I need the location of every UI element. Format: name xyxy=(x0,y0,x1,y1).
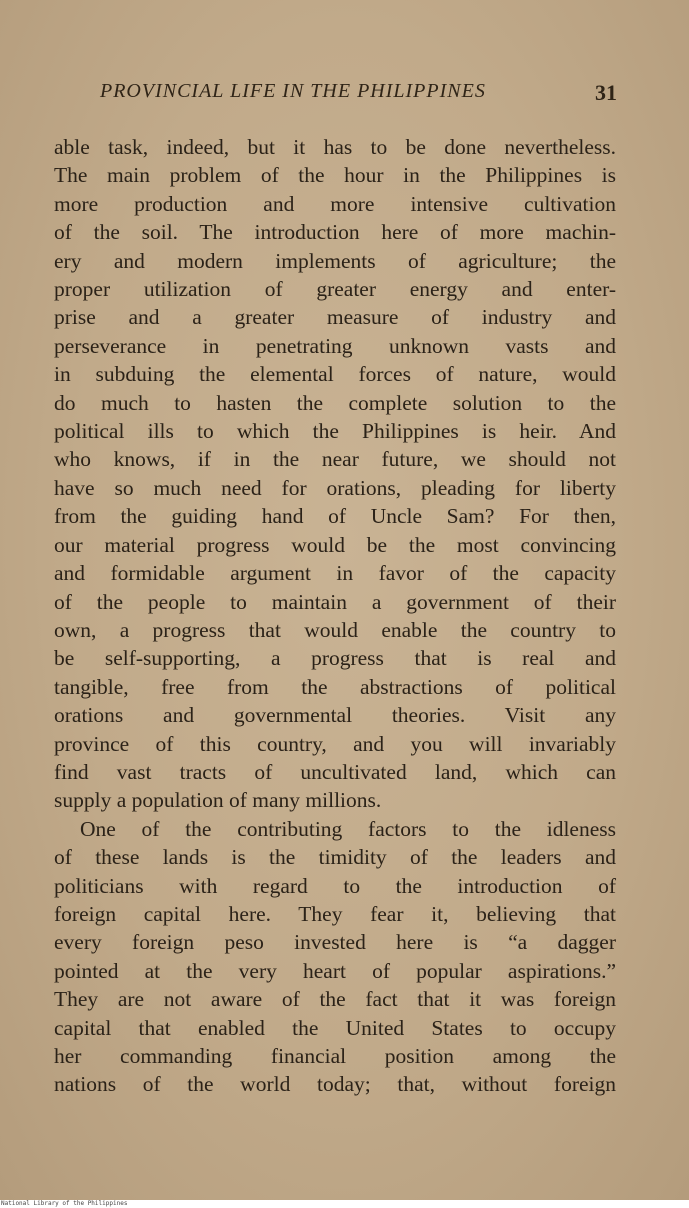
library-credit: National Library of the Philippines xyxy=(1,1200,128,1207)
text-line: ery and modern implements of agriculture; the xyxy=(54,248,616,273)
text-line: capital that enabled the United States to occupy xyxy=(54,1015,616,1040)
text-line: our material progress would be the most convincing xyxy=(54,532,616,557)
running-head xyxy=(100,80,620,110)
text-line: tangible, free from the abstractions of political xyxy=(54,674,616,699)
text-line: find vast tracts of uncultivated land, which can xyxy=(54,759,616,784)
text-line: proper utilization of greater energy and enter- xyxy=(54,277,616,302)
page-number: 31 xyxy=(595,80,617,105)
text-line: pointed at the very heart of popular aspirations.” xyxy=(54,958,616,983)
text-line: prise and a greater measure of industry and xyxy=(54,305,616,330)
text-line: of the soil. The introduction here of more machin- xyxy=(54,220,616,245)
text-line: be self-supporting, a progress that is real and xyxy=(54,646,616,671)
text-line: more production and more intensive cultivation xyxy=(54,191,616,216)
body-text xyxy=(54,133,616,1099)
text-line: One of the contributing factors to the idleness xyxy=(80,816,616,841)
text-line: have so much need for orations, pleading for liberty xyxy=(54,475,616,500)
text-line: province of this country, and you will invariably xyxy=(54,731,616,756)
text-line: supply a population of many millions. xyxy=(54,788,382,813)
text-line: foreign capital here. They fear it, believing that xyxy=(54,901,616,926)
text-line: who knows, if in the near future, we should not xyxy=(54,447,616,472)
text-line: do much to hasten the complete solution to the xyxy=(54,390,616,415)
text-line: nations of the world today; that, without foreign xyxy=(54,1072,616,1097)
text-line: orations and governmental theories. Visit any xyxy=(54,703,616,728)
text-line: able task, indeed, but it has to be done nevertheless. xyxy=(54,135,616,159)
text-line: from the guiding hand of Uncle Sam? For then, xyxy=(54,504,616,529)
text-line: in subduing the elemental forces of nature, would xyxy=(54,362,616,387)
running-title: PROVINCIAL LIFE IN THE PHILIPPINES xyxy=(100,80,486,102)
text-line: They are not aware of the fact that it was foreign xyxy=(54,987,616,1012)
text-line: perseverance in penetrating unknown vasts and xyxy=(54,333,616,358)
text-line: of the people to maintain a government of their xyxy=(54,589,616,614)
text-line: every foreign peso invested here is “a dagger xyxy=(54,930,616,955)
text-line: of these lands is the timidity of the leaders and xyxy=(54,845,616,870)
paragraph xyxy=(54,815,616,1099)
text-line: own, a progress that would enable the country to xyxy=(54,617,616,642)
text-line: political ills to which the Philippines is heir. And xyxy=(54,419,616,444)
text-line: her commanding financial position among the xyxy=(54,1044,616,1068)
paragraph xyxy=(54,133,616,815)
text-line: The main problem of the hour in the Philippines is xyxy=(54,163,616,188)
text-line: and formidable argument in favor of the capacity xyxy=(54,561,616,586)
text-line: politicians with regard to the introduction of xyxy=(54,873,616,898)
